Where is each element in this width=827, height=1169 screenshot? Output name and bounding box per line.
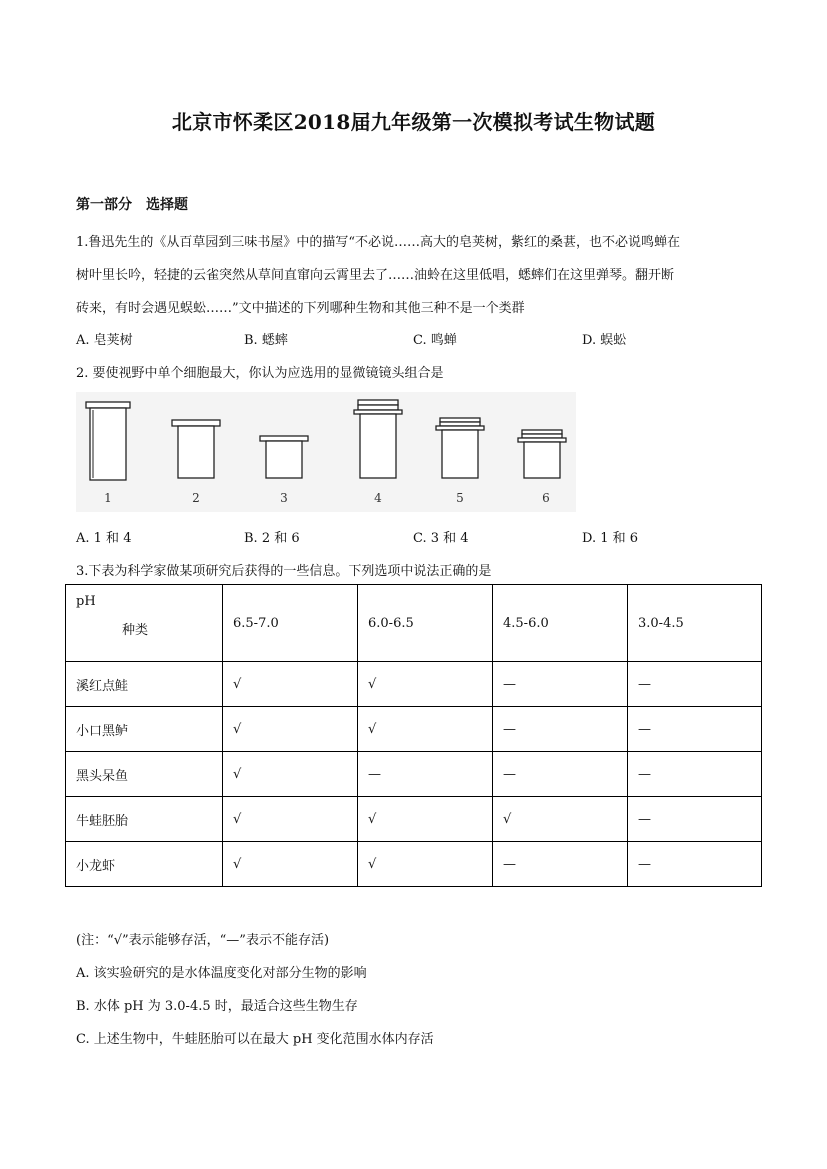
lens-5 bbox=[436, 418, 484, 478]
column-header: 3.0-4.5 bbox=[628, 585, 762, 662]
lens-6 bbox=[518, 430, 566, 478]
lens-label-5: 5 bbox=[456, 491, 464, 505]
q2-option-d: D. 1 和 6 bbox=[582, 531, 639, 546]
q1-text-line-1: 1.鲁迅先生的《从百草园到三味书屋》中的描写“不必说……高大的皂荚树，紫红的桑葚，也不必说鸣蝉在 bbox=[76, 235, 681, 250]
table-cell: √ bbox=[358, 707, 493, 752]
q3-option-b: B. 水体 pH 为 3.0-4.5 时，最适合这些生物生存 bbox=[76, 999, 358, 1014]
table-cell: √ bbox=[223, 662, 358, 707]
table-cell: — bbox=[628, 797, 762, 842]
microscope-lens-figure bbox=[76, 392, 576, 512]
table-cell: — bbox=[493, 662, 628, 707]
q1-option-a: A. 皂荚树 bbox=[76, 333, 133, 348]
row-species-name: 溪红点鲑 bbox=[66, 662, 223, 707]
q1-text-line-3: 砖来，有时会遇见蜈蚣……”文中描述的下列哪种生物和其他三种不是一个类群 bbox=[76, 301, 525, 316]
lens-label-6: 6 bbox=[542, 491, 550, 505]
table-header-row bbox=[66, 585, 762, 662]
table-cell: √ bbox=[493, 797, 628, 842]
lens-3 bbox=[260, 436, 308, 478]
data-table bbox=[65, 584, 762, 887]
q2-text: 2. 要使视野中单个细胞最大，你认为应选用的显微镜镜头组合是 bbox=[76, 366, 444, 381]
table-cell: — bbox=[493, 707, 628, 752]
q2-option-b: B. 2 和 6 bbox=[244, 531, 300, 546]
q2-option-c: C. 3 和 4 bbox=[413, 531, 469, 546]
section-heading: 第一部分 选择题 bbox=[76, 197, 188, 213]
q2-option-a: A. 1 和 4 bbox=[76, 531, 132, 546]
table-cell: √ bbox=[223, 842, 358, 887]
q3-option-a: A. 该实验研究的是水体温度变化对部分生物的影响 bbox=[76, 966, 367, 981]
ph-survival-table bbox=[65, 584, 762, 887]
lens-label-1: 1 bbox=[104, 491, 112, 505]
q1-text-line-2: 树叶里长吟，轻捷的云雀突然从草间直窜向云霄里去了……油蛉在这里低唱，蟋蟀们在这里弹琴。翻开断 bbox=[76, 268, 675, 283]
table-row bbox=[66, 752, 762, 797]
table-cell: — bbox=[628, 662, 762, 707]
table-row bbox=[66, 797, 762, 842]
table-cell: √ bbox=[358, 797, 493, 842]
lens-figure-svg bbox=[76, 392, 576, 512]
column-header: 6.0-6.5 bbox=[358, 585, 493, 662]
table-row bbox=[66, 662, 762, 707]
q1-option-d: D. 蜈蚣 bbox=[582, 333, 627, 348]
table-cell: — bbox=[628, 752, 762, 797]
table-cell: √ bbox=[358, 662, 493, 707]
header-kind-label: 种类 bbox=[122, 623, 149, 638]
header-corner-cell bbox=[66, 585, 223, 662]
row-species-name: 黑头呆鱼 bbox=[66, 752, 223, 797]
lens-label-2: 2 bbox=[192, 491, 200, 505]
table-cell: — bbox=[493, 752, 628, 797]
table-cell: √ bbox=[358, 842, 493, 887]
table-row bbox=[66, 842, 762, 887]
lens-label-3: 3 bbox=[280, 491, 288, 505]
table-cell: √ bbox=[223, 707, 358, 752]
column-header: 4.5-6.0 bbox=[493, 585, 628, 662]
lens-1 bbox=[86, 402, 130, 480]
lens-label-4: 4 bbox=[374, 491, 382, 505]
table-cell: √ bbox=[223, 797, 358, 842]
figure-background bbox=[76, 392, 576, 512]
row-species-name: 小口黑鲈 bbox=[66, 707, 223, 752]
table-row bbox=[66, 707, 762, 752]
q3-option-c: C. 上述生物中，牛蛙胚胎可以在最大 pH 变化范围水体内存活 bbox=[76, 1032, 434, 1047]
row-species-name: 牛蛙胚胎 bbox=[66, 797, 223, 842]
table-cell: — bbox=[493, 842, 628, 887]
page-title: 北京市怀柔区2018届九年级第一次模拟考试生物试题 bbox=[171, 110, 656, 134]
header-ph-label: pH bbox=[76, 594, 96, 609]
table-cell: — bbox=[628, 707, 762, 752]
q1-option-c: C. 鸣蝉 bbox=[413, 333, 457, 348]
table-cell: √ bbox=[223, 752, 358, 797]
lens-2 bbox=[172, 420, 220, 478]
column-header: 6.5-7.0 bbox=[223, 585, 358, 662]
row-species-name: 小龙虾 bbox=[66, 842, 223, 887]
q3-text: 3.下表为科学家做某项研究后获得的一些信息。下列选项中说法正确的是 bbox=[76, 564, 492, 579]
table-cell: — bbox=[628, 842, 762, 887]
q3-note: (注：“√”表示能够存活，“—”表示不能存活) bbox=[76, 933, 330, 948]
lens-4 bbox=[354, 400, 402, 478]
q1-option-b: B. 蟋蟀 bbox=[244, 333, 288, 348]
table-cell: — bbox=[358, 752, 493, 797]
